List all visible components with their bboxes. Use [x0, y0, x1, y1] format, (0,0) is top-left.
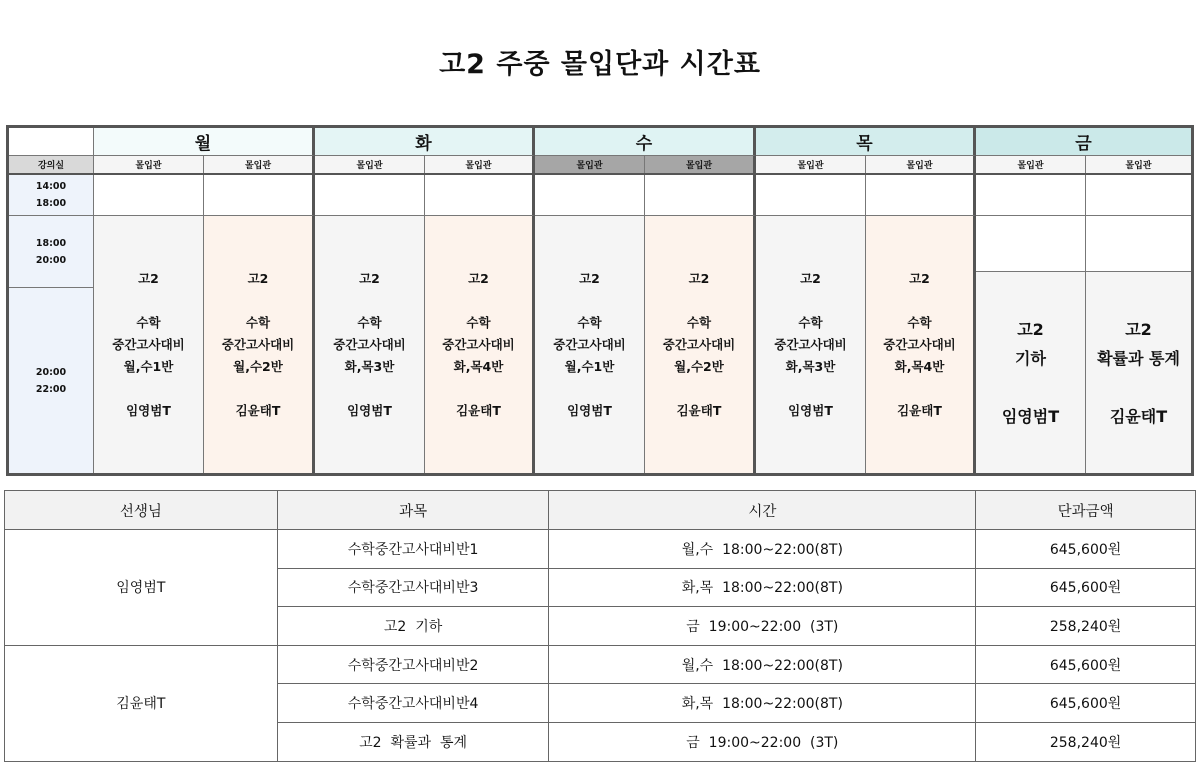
page-title: 고2 주중 몰입단과 시간표 [439, 49, 761, 80]
room-label: 몰입관 [645, 156, 756, 174]
class-section: 화,목4반 [453, 358, 504, 374]
class-block [645, 216, 756, 473]
course-fee: 645,600원 [976, 645, 1196, 684]
teacher-name: 임영범T [5, 530, 278, 646]
empty-cell [645, 175, 756, 216]
class-subject: 수학 [136, 314, 161, 330]
table-row [5, 530, 1196, 569]
class-teacher: 임영범T [1001, 406, 1060, 426]
class-section: 월,수2반 [233, 358, 283, 374]
header-time: 시간 [549, 491, 976, 530]
course-fee: 258,240원 [976, 722, 1196, 761]
class-teacher: 김윤태T [676, 402, 722, 418]
time-end: 18:00 [35, 198, 67, 209]
class-course: 중간고사대비 [221, 336, 295, 352]
class-teacher: 임영범T [788, 402, 833, 418]
class-block [94, 216, 204, 473]
class-block-friday [976, 272, 1086, 473]
time-start: 18:00 [35, 237, 67, 249]
fee-table [4, 490, 1196, 762]
empty-cell [204, 175, 315, 216]
day-header-fri: 금 [976, 128, 1191, 156]
time-slot-2 [9, 216, 94, 288]
course-time: 월,수 18:00~22:00(8T) [549, 645, 976, 684]
class-teacher: 임영범T [567, 402, 612, 418]
class-grade: 고2 [1017, 319, 1044, 339]
header-fee: 단과금액 [976, 491, 1196, 530]
class-teacher: 임영범T [126, 402, 171, 418]
class-block [756, 216, 866, 473]
course-name: 수학중간고사대비반3 [277, 568, 549, 607]
class-grade: 고2 [800, 270, 821, 286]
class-block-friday [1086, 272, 1191, 473]
room-label: 몰입관 [94, 156, 204, 174]
empty-cell [315, 175, 425, 216]
class-course: 중간고사대비 [442, 336, 515, 352]
course-time: 화,목 18:00~22:00(8T) [549, 684, 976, 723]
empty-cell [94, 175, 204, 216]
day-header-thu: 목 [756, 128, 976, 156]
class-subject: 수학 [686, 314, 712, 330]
time-slot-3 [9, 288, 94, 473]
room-label: 몰입관 [866, 156, 976, 174]
class-teacher: 김윤태T [1109, 406, 1168, 426]
class-block [866, 216, 976, 473]
class-block [315, 216, 425, 473]
room-label: 몰입관 [756, 156, 866, 174]
class-grade: 고2 [579, 270, 600, 286]
fee-header-row [5, 491, 1196, 530]
course-time: 금 19:00~22:00 (3T) [549, 722, 976, 761]
course-name: 수학중간고사대비반4 [277, 684, 549, 723]
class-subject: 기하 [1015, 348, 1046, 368]
class-grade: 고2 [909, 270, 930, 286]
day-header-wed: 수 [535, 128, 756, 156]
class-subject: 수학 [466, 314, 491, 330]
room-label: 몰입관 [976, 156, 1086, 174]
timetable [6, 125, 1194, 476]
empty-cell [866, 175, 976, 216]
course-time: 금 19:00~22:00 (3T) [549, 607, 976, 646]
class-grade: 고2 [468, 270, 489, 286]
time-start: 14:00 [35, 181, 67, 192]
class-teacher: 김윤태T [456, 402, 501, 418]
class-section: 화,목3반 [785, 358, 836, 374]
course-fee: 645,600원 [976, 568, 1196, 607]
room-label: 몰입관 [1086, 156, 1191, 174]
class-subject: 수학 [798, 314, 823, 330]
day-header-tue: 화 [315, 128, 535, 156]
class-grade: 고2 [1125, 319, 1152, 339]
course-time: 월,수 18:00~22:00(8T) [549, 530, 976, 569]
course-name: 수학중간고사대비반2 [277, 645, 549, 684]
class-subject: 수학 [357, 314, 382, 330]
course-fee: 258,240원 [976, 607, 1196, 646]
class-course: 중간고사대비 [553, 336, 626, 352]
teacher-name: 김윤태T [5, 645, 278, 761]
empty-cell [425, 175, 535, 216]
empty-cell [1086, 175, 1191, 216]
empty-cell [976, 216, 1086, 272]
header-teacher: 선생님 [5, 491, 278, 530]
class-grade: 고2 [138, 270, 159, 286]
empty-cell [1086, 216, 1191, 272]
class-subject: 확률과 통계 [1097, 348, 1180, 368]
class-block [204, 216, 315, 473]
class-block [425, 216, 535, 473]
class-teacher: 임영범T [347, 402, 392, 418]
class-section: 화,목3반 [344, 358, 395, 374]
class-grade: 고2 [247, 270, 269, 286]
time-end: 20:00 [35, 254, 67, 266]
empty-cell [535, 175, 645, 216]
time-end: 22:00 [35, 383, 67, 395]
class-section: 월,수1반 [123, 358, 174, 374]
header-course: 과목 [277, 491, 549, 530]
class-subject: 수학 [245, 314, 271, 330]
class-course: 중간고사대비 [774, 336, 847, 352]
class-section: 월,수1반 [564, 358, 615, 374]
class-grade: 고2 [359, 270, 380, 286]
class-section: 화,목4반 [894, 358, 945, 374]
day-header-mon: 월 [94, 128, 315, 156]
class-subject: 수학 [907, 314, 932, 330]
time-slot-1 [9, 175, 94, 216]
room-label: 몰입관 [204, 156, 315, 174]
class-teacher: 김윤태T [897, 402, 942, 418]
course-fee: 645,600원 [976, 530, 1196, 569]
class-course: 중간고사대비 [883, 336, 956, 352]
course-name: 수학중간고사대비반1 [277, 530, 549, 569]
empty-cell [976, 175, 1086, 216]
class-course: 중간고사대비 [662, 336, 736, 352]
empty-cell [756, 175, 866, 216]
class-course: 중간고사대비 [333, 336, 406, 352]
class-grade: 고2 [688, 270, 710, 286]
room-label: 몰입관 [535, 156, 645, 174]
room-label: 몰입관 [425, 156, 535, 174]
class-block [535, 216, 645, 473]
class-teacher: 김윤태T [235, 402, 281, 418]
corner-cell [9, 128, 94, 156]
course-time: 화,목 18:00~22:00(8T) [549, 568, 976, 607]
course-fee: 645,600원 [976, 684, 1196, 723]
room-header: 강의실 [9, 156, 94, 174]
class-section: 월,수2반 [674, 358, 724, 374]
time-start: 20:00 [35, 366, 67, 378]
class-subject: 수학 [577, 314, 602, 330]
class-course: 중간고사대비 [112, 336, 185, 352]
table-row [5, 645, 1196, 684]
room-label: 몰입관 [315, 156, 425, 174]
course-name: 고2 기하 [277, 607, 549, 646]
course-name: 고2 확률과 통계 [277, 722, 549, 761]
